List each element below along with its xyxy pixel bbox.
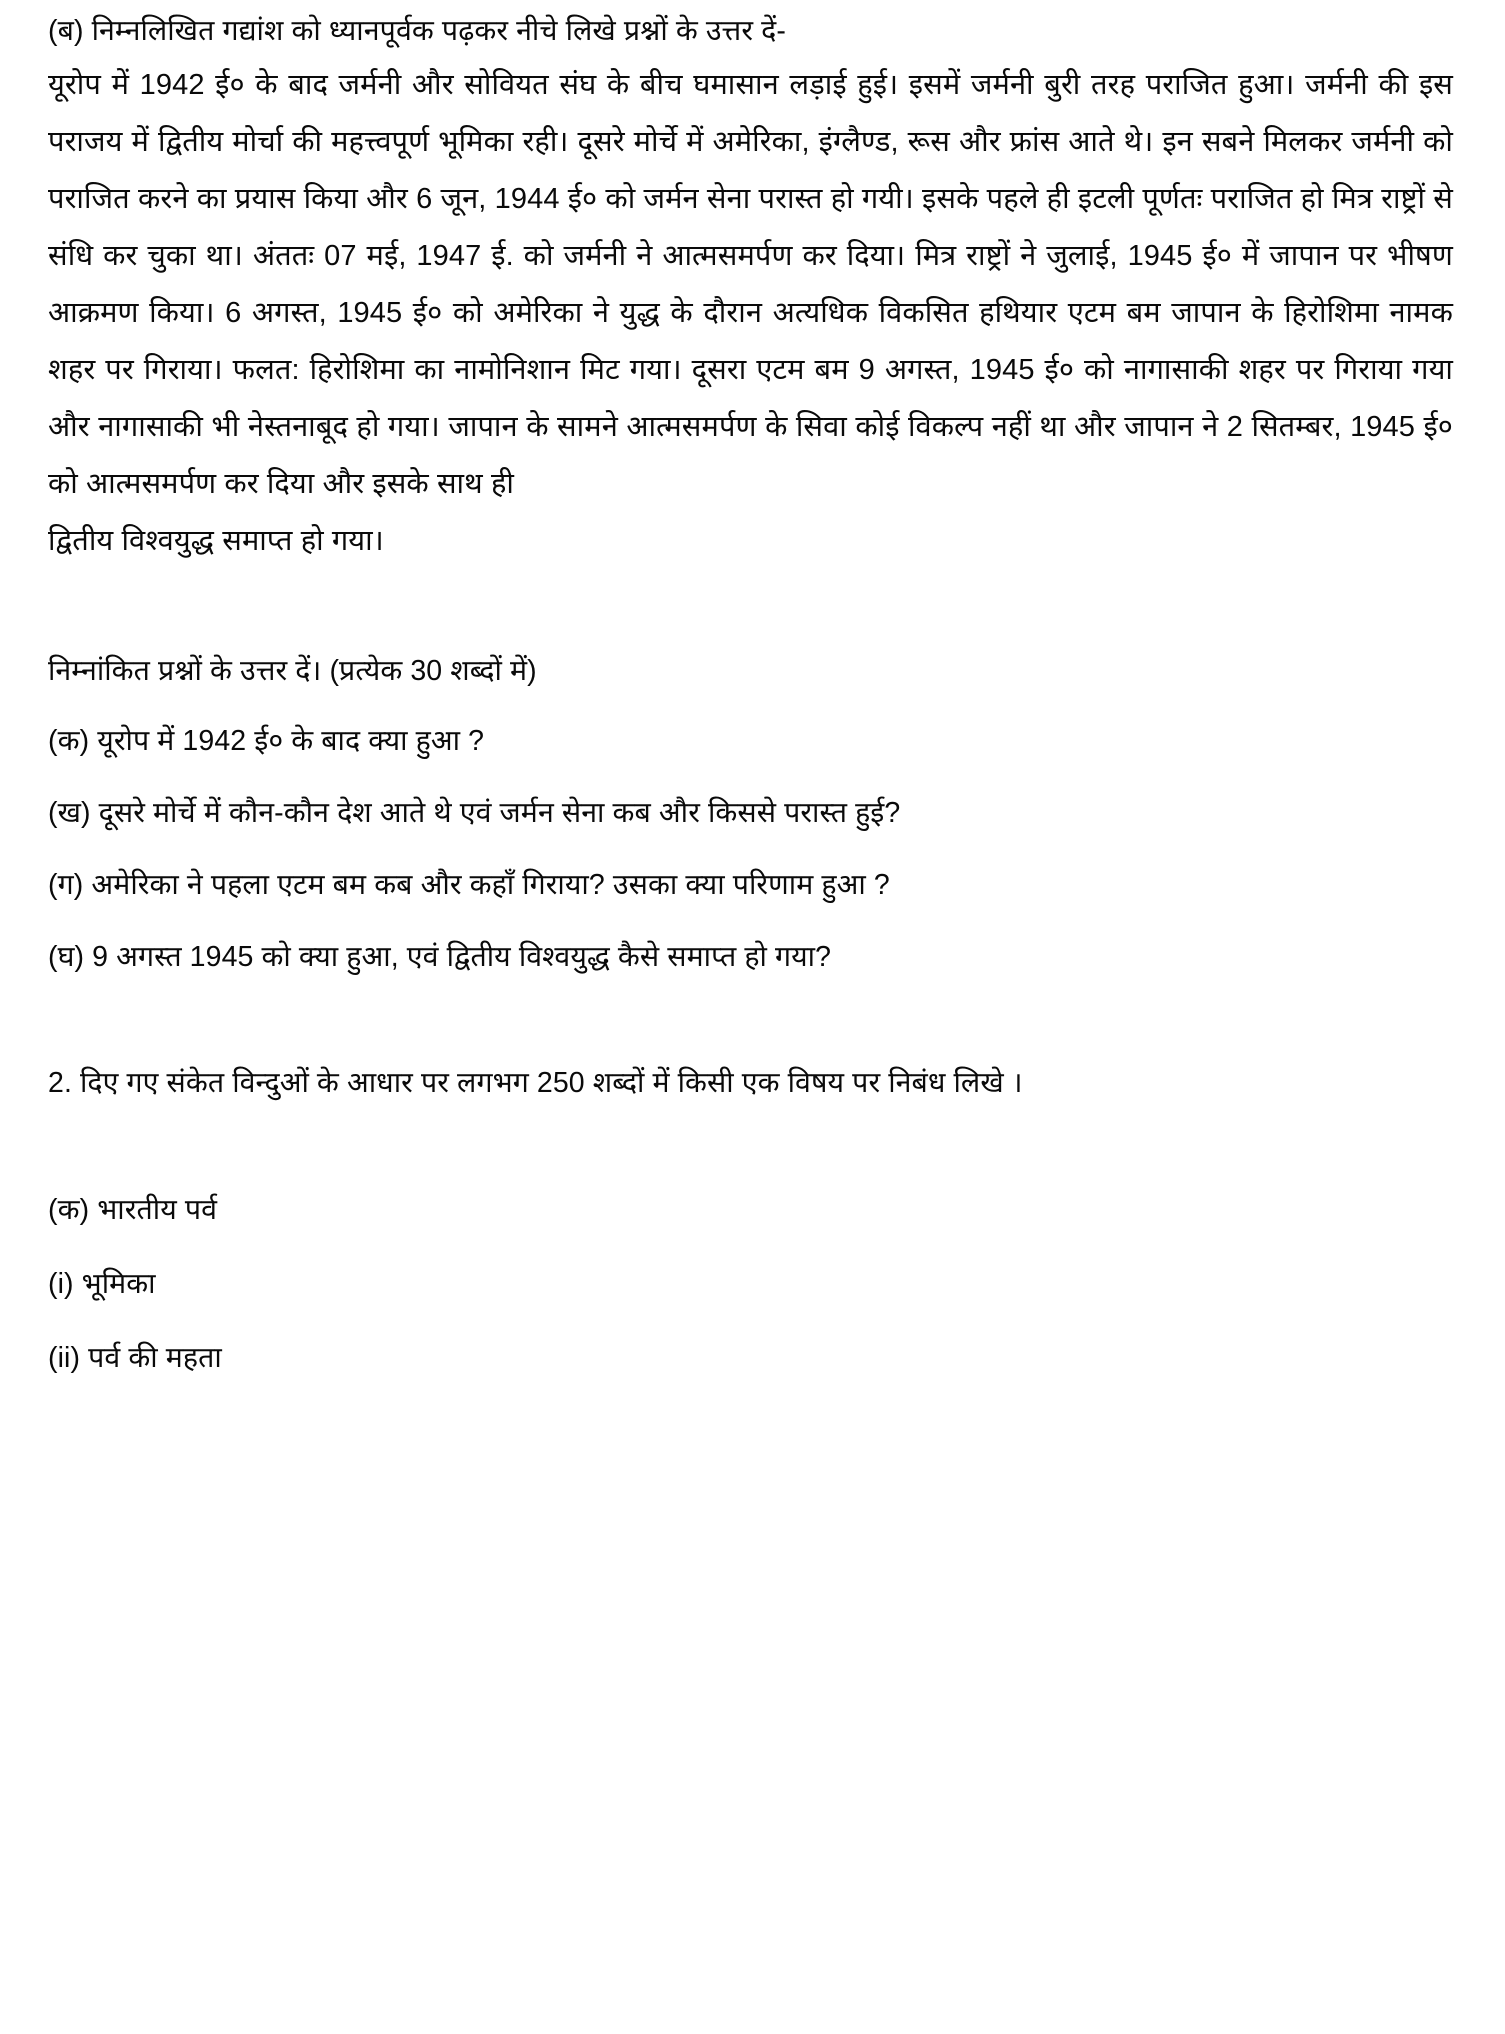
essay-instruction: 2. दिए गए संकेत विन्दुओं के आधार पर लगभग 250 शब्दों में किसी एक विषय पर निबंध लिखे । xyxy=(48,1067,1023,1099)
spacer-after-essay-instruction xyxy=(48,1109,1465,1187)
question-item-ka: (क) यूरोप में 1942 ई० के बाद क्या हुआ ? xyxy=(48,725,485,757)
question-item-gha: (घ) 9 अगस्त 1945 को क्या हुआ, एवं द्वितीय विश्वयुद्ध कैसे समाप्त हो गया? xyxy=(48,941,832,973)
essay-point-i: (i) भूमिका xyxy=(48,1268,156,1300)
question-item-kha: (ख) दूसरे मोर्चे में कौन-कौन देश आते थे एवं जर्मन सेना कब और किससे परास्त हुई? xyxy=(48,797,901,829)
question-item-ga: (ग) अमेरिका ने पहला एटम बम कब और कहाँ गिराया? उसका क्या परिणाम हुआ ? xyxy=(48,869,890,901)
essay-topic-label: (क) भारतीय पर्व xyxy=(48,1194,218,1226)
spacer-after-questions xyxy=(48,1006,1465,1058)
comprehension-passage: यूरोप में 1942 ई० के बाद जर्मनी और सोवियत संघ के बीच घमासान लड़ाई हुई। इसमें जर्मनी बुरी तरह पराजित हुआ। जर्मनी की इस पराजय में द्वितीय मोर्चा की महत्त्वपूर्ण भूमिका रही। दूसरे मोर्चे में अमेरिका, इंग्लैण्ड, रूस और फ्रांस आते थे। इन सबने मिलकर जर्मनी को पराजित करने का प्रयास किया और 6 जून, 1944 ई० को जर्मन सेना परास्त हो गयी। इसके पहले ही इटली पूर्णतः पराजित हो मित्र राष्ट्रों से संधि कर चुका था। अंततः 07 मई, 1947 ई. को जर्मनी ने आत्मसमर्पण कर दिया। मित्र राष्ट्रों ने जुलाई, 1945 ई० में जापान पर भीषण आक्रमण किया। 6 अगस्त, 1945 ई० को अमेरिका ने युद्ध के दौरान अत्यधिक विकसित हथियार एटम बम जापान के हिरोशिमा नामक शहर पर गिराया। फलत: हिरोशिमा का नामोनिशान मिट गया। दूसरा एटम बम 9 अगस्त, 1945 ई० को नागासाकी शहर पर गिराया गया और नागासाकी भी नेस्तनाबूद हो गया। जापान के सामने आत्मसमर्पण के सिवा कोई विकल्प नहीं था और जापान ने 2 सितम्बर, 1945 ई० को आत्मसमर्पण कर दिया और इसके साथ ही xyxy=(48,69,1453,500)
comprehension-passage-last-line: द्वितीय विश्वयुद्ध समाप्त हो गया। xyxy=(48,525,384,557)
comprehension-instruction: (ब) निम्नलिखित गद्यांश को ध्यानपूर्वक पढ़कर नीचे लिखे प्रश्नों के उत्तर दें- xyxy=(48,15,786,47)
essay-point-ii: (ii) पर्व की महता xyxy=(48,1342,222,1374)
questions-intro: निम्नांकित प्रश्नों के उत्तर दें। (प्रत्येक 30 शब्दों में) xyxy=(48,655,537,687)
spacer-after-passage xyxy=(48,570,1465,648)
